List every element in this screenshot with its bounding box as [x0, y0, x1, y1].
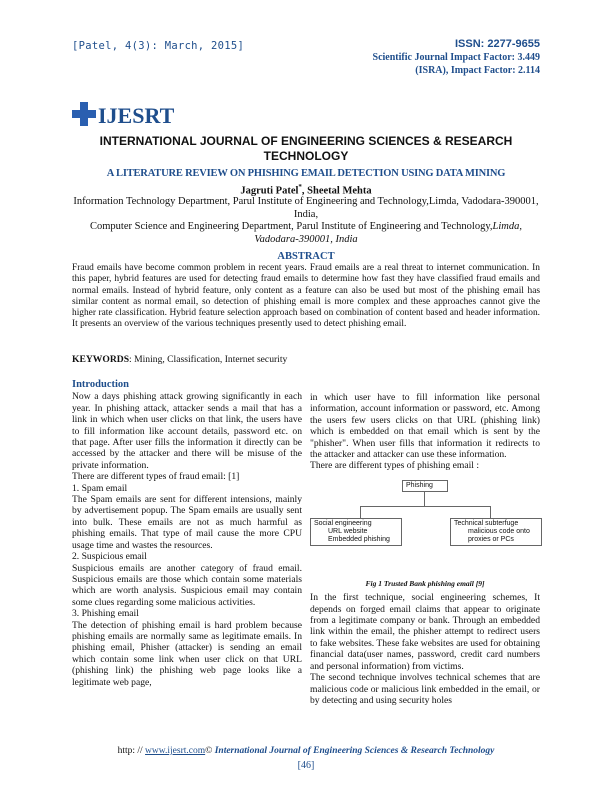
diagram-connector	[360, 506, 490, 507]
diagram-left-line-3: Embedded phishing	[328, 535, 390, 543]
affiliation-2-place: Limda, Vadodara-390001, India	[254, 221, 522, 245]
diagram-left-line-2: URL website	[328, 527, 368, 535]
abstract-text: Fraud emails have become common problem in recent years. Fraud emails are a real threat to internet communication. In this paper, hybrid features are used for detecting fraud emails to determine how fast they have classified fraud emails and normal emails. Instead of hybrid feature, only content as a feature can also be used but most of the phishing email has similar content as normal email, so detection of phishing email is more complex and these approaches cannot give the higher rate classification. Hybrid feature selection approach based on combination of content based and header information. It presents an overview of the various techniques presently used to detect phishing email.	[72, 263, 540, 330]
issn: ISSN: 2277-9655	[455, 38, 540, 50]
authors	[72, 183, 540, 197]
intro-paragraph-2: There are different types of fraud email: [1]	[72, 471, 240, 483]
suspicious-paragraph: Suspicious emails are another category of fraud email. Suspicious emails are those which contain some materials which are worth analysis. Suspicious email may contain some clues regarding some malicious activities.	[72, 562, 302, 608]
footer	[72, 746, 540, 756]
phishing-diagram	[310, 476, 540, 576]
copyright-symbol: ©	[205, 746, 215, 756]
affiliations	[72, 196, 540, 246]
diagram-connector	[490, 506, 491, 518]
intro-paragraph-1: Now a days phishing attack growing significantly in each year. In phishing attack, attacker sends a mail that has a link in which when user clicks on that link, the users have to fill information like account details, password etc. on that page. After user fills the information it directly can be accessed by the attacker and there will be misuse of the private information.	[72, 391, 302, 471]
journal-logo	[72, 102, 174, 126]
intro-heading: Introduction	[72, 379, 129, 390]
abstract-heading: ABSTRACT	[277, 251, 335, 262]
right-column	[310, 392, 540, 706]
diagram-left-box	[310, 518, 402, 546]
keywords-label: KEYWORDS	[72, 354, 130, 365]
phishing-paragraph: The detection of phishing email is hard problem because phishing emails are normally same as legitimate emails. In phishing email, Phisher (attacker) is sending an email which contain some link when user click on that URL (phishing link) the phishing web page looks like a legitimate web page,	[72, 619, 302, 688]
diagram-root-box	[402, 480, 448, 492]
author-1-mark: *	[298, 183, 302, 191]
diagram-connector	[424, 492, 425, 506]
subheading-suspicious: 2. Suspicious email	[72, 551, 147, 563]
logo-text: IJESRT	[98, 103, 175, 128]
col2-paragraph-1: in which user have to fill information like personal information, account information or password, etc. Among the users few users clicks on that URL (phishing link) which is embedded on that email which is sent by the "phisher". When user fills that information it redirects to the attacker and attacker can use these information.	[310, 392, 540, 461]
header-citation: [Patel, 4(3): March, 2015]	[72, 40, 245, 52]
col2-paragraph-4: The second technique involves technical schemes that are malicious code or malicious link embedded in the email, or by detecting and using security holes	[310, 672, 540, 706]
header-right	[373, 38, 540, 77]
affiliation-2	[72, 221, 540, 246]
keywords-text: : Mining, Classification, Internet security	[129, 354, 288, 365]
col2-paragraph-3: In the first technique, social engineering schemes, It depends on forged email claims that appear to originate from a legitimate company or bank. Through an embedded link within the email, the phisher attempt to redirect users to fake websites. These fake websites are used for obtaining financial data(user names, password, credit card numbers and personal information) from victims.	[310, 592, 540, 672]
col2-paragraph-2: There are different types of phishing email :	[310, 460, 479, 472]
impact-factor-2: (ISRA), Impact Factor: 2.114	[415, 65, 540, 76]
diagram-right-line-2: malicious code onto	[468, 527, 530, 535]
paper-title: A LITERATURE REVIEW ON PHISHING EMAIL DETECTION USING DATA MINING	[106, 168, 506, 179]
diagram-left-line-1: Social engineering	[314, 519, 372, 527]
subheading-phishing: 3. Phishing email	[72, 608, 139, 620]
diagram-right-box	[450, 518, 542, 546]
author-1: Jagruti Patel	[240, 185, 299, 197]
affiliation-1: Information Technology Department, Parul Institute of Engineering and Technology,Limda, Vadodara-390001, India,	[73, 196, 539, 220]
impact-factor-1: Scientific Journal Impact Factor: 3.449	[372, 52, 540, 63]
footer-journal-name: International Journal of Engineering Sciences & Research Technology	[214, 746, 495, 756]
footer-prefix: http: //	[117, 746, 146, 756]
journal-website-link[interactable]: www.ijesrt.com	[145, 746, 206, 756]
page-number: [46]	[297, 760, 315, 771]
keywords	[72, 354, 540, 365]
author-2: Sheetal Mehta	[307, 185, 372, 197]
left-column	[72, 379, 302, 688]
subheading-spam: 1. Spam email	[72, 482, 128, 494]
diagram-right-line-3: proxies or PCs	[468, 535, 514, 543]
author-separator: ,	[301, 185, 308, 197]
plus-cross-icon	[72, 102, 96, 126]
spam-paragraph: The Spam emails are sent for different intensions, mainly by advertisement popup. The Spam emails are usually sent into bulk. These emails are not as much harmful as phishing emails. That type of mail cause the more CPU usage time and wastes the resources.	[72, 494, 302, 551]
diagram-root-label: Phishing	[406, 481, 433, 489]
figure-caption: Fig 1 Trusted Bank phishing email [9]	[365, 578, 485, 588]
diagram-connector	[360, 506, 361, 518]
diagram-right-line-1: Technical subterfuge	[454, 519, 519, 527]
journal-title: INTERNATIONAL JOURNAL OF ENGINEERING SCIENCES & RESEARCH TECHNOLOGY	[99, 134, 513, 163]
affiliation-2-main: Computer Science and Engineering Department, Parul Institute of Engineering and Technology,	[90, 221, 493, 232]
